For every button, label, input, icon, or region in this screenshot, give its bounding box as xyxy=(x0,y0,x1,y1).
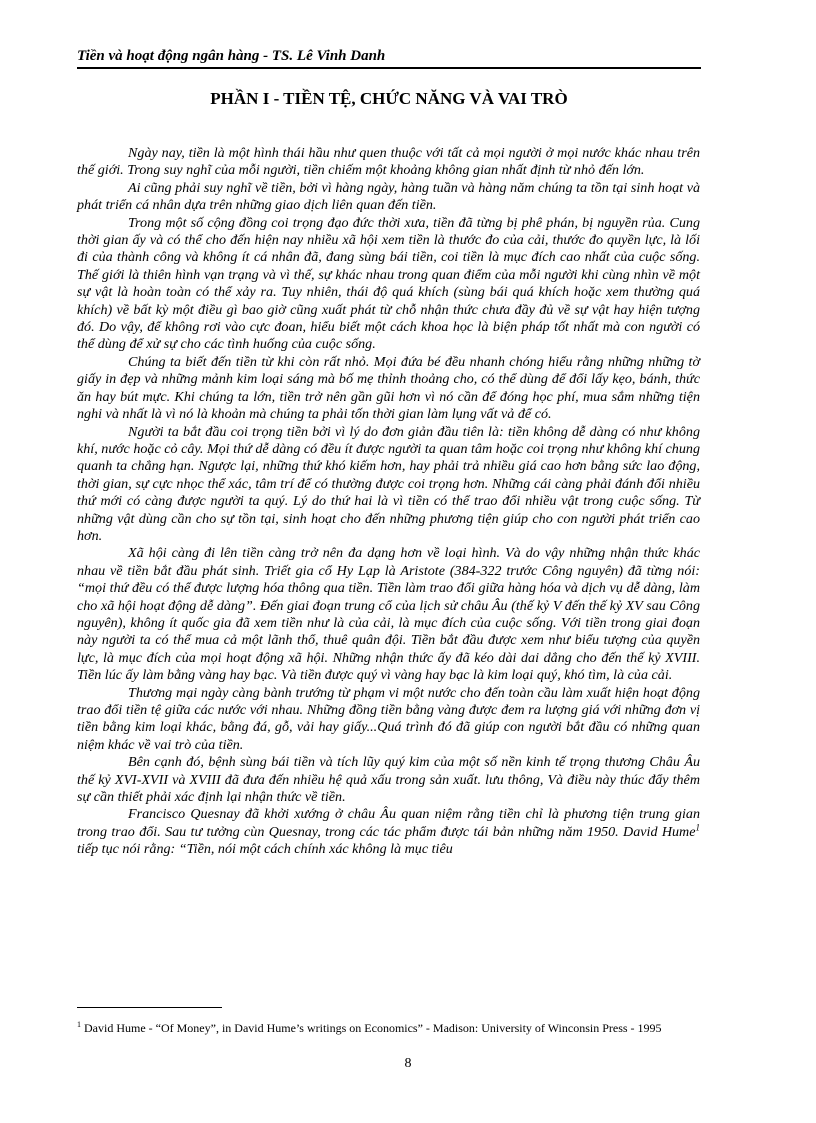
paragraph-last-head: Francisco Quesnay đã khởi xướng ở châu Âu quan niệm rằng tiền chỉ là phương tiện trung gian trong trao đổi. Sau tư tưởng cùn Quesnay, trong các tác phẩm được tái bản những năm 1950. David Hume xyxy=(77,806,700,840)
paragraph-last xyxy=(77,806,700,858)
paragraph: Thương mại ngày càng bành trướng từ phạm vi một nước cho đến toàn cầu làm xuất hiện hoạt động trao đổi tiền tệ giữa các nước với nhau. Những đồng tiền bằng vàng được đem ra lượng giá với những đơn vị tiền bằng kim loại khác, bằng đá, gỗ, vải hay giấy...Quá trình đó đã giúp con người bắt đầu có những quan niệm khác về vai trò của tiền. xyxy=(77,684,700,753)
paragraph-last-tail: tiếp tục nói rằng: “Tiền, nói một cách chính xác không là mục tiêu xyxy=(77,841,453,858)
running-header: Tiền và hoạt động ngân hàng - TS. Lê Vinh Danh xyxy=(77,48,386,64)
footnote-text: David Hume - “Of Money”, in David Hume’s writings on Economics” - Madison: University of Winconsin Press - 1995 xyxy=(81,1021,662,1035)
paragraph: Ai cũng phải suy nghĩ về tiền, bởi vì hàng ngày, hàng tuần và hàng năm chúng ta tồn tại sinh hoạt và phát triển cá nhân dựa trên những giao dịch liên quan đến tiền. xyxy=(77,179,700,214)
header-rule xyxy=(77,67,701,69)
footnote-marker: 1 xyxy=(77,1020,81,1029)
paragraph: Trong một số cộng đồng coi trọng đạo đức thời xưa, tiền đã từng bị phê phán, bị nguyền rủa. Cung thời gian ấy và có thể cho đến hiện nay nhiều xã hội xem tiền là thước đo của cải, thước đo quyền lực, là lối đi của thành công và không ít cá nhân đã, đang sùng bái tiền, coi tiền là mục đích cao nhất của cuộc sống. Thế giới là thiên hình vạn trạng và vì thế, sự khác nhau trong quan điểm của mỗi người khi cùng nhìn về một sự vật là hoàn toàn có thể xảy ra. Tuy nhiên, thái độ quá khích (sùng bái quá khích hoặc xem thường quá khích) về bất kỳ một điều gì bao giờ cũng xuất phát từ chỗ nhận thức chưa đầy đủ về sự vật hay hiện tượng đó. Do vậy, để không rơi vào cực đoan, hiểu biết một cách khoa học là biện pháp tốt nhất mà con người có thể dùng để xử sự cho các tình huống của cuộc sống. xyxy=(77,214,700,353)
paragraph: Xã hội càng đi lên tiền càng trở nên đa dạng hơn về loại hình. Và do vậy những nhận thức khác nhau về tiền bắt đầu phát sinh. Triết gia cổ Hy Lạp là Aristote (384-322 trước Công nguyên) đã từng nói: “mọi thứ đều có thể được lượng hóa thông qua tiền. Tiền làm trao đổi giữa hàng hóa và dịch vụ dễ dàng, làm cho xã hội hoạt động dễ dàng”. Đến giai đoạn trung cổ của lịch sử châu Âu (thế kỷ V đến thế kỷ XV sau Công nguyên), không ít quốc gia đã xem tiền như là của cải, là mục đích của cuộc sống. Với tiền trong giai đoạn này người ta có thể mua cả một lãnh thổ, thuê quân đội. Tiền bắt đầu được xem như biểu tượng của quyền lực, là mục đích của mọi hoạt động xã hội. Những nhận thức ấy đã kéo dài dai dẳng cho đến thế kỷ XVIII. Tiền lúc ấy làm bằng vàng hay bạc. Và tiền được quý vì vàng hay bạc là kim loại quý, khó tìm, là của cải. xyxy=(77,545,700,684)
paragraph: Chúng ta biết đến tiền từ khi còn rất nhỏ. Mọi đứa bé đều nhanh chóng hiểu rằng những những tờ giấy in đẹp và những mảnh kim loại sáng mà bố mẹ thỉnh thoảng cho, có thể dùng để đổi lấy kẹo, bánh, thức ăn hay bút mực. Khi chúng ta lớn, tiền trở nên gần gũi hơn vì nó cần để đóng học phí, mua sắm những tiện nghi và nhất là vì nó là khoản mà chúng ta phải tốn thời gian làm lụng vất vả để có. xyxy=(77,353,700,423)
footnote-reference[interactable]: 1 xyxy=(695,822,700,833)
paragraph: Ngày nay, tiền là một hình thái hầu như quen thuộc với tất cả mọi người ở mọi nước khác nhau trên thế giới. Trong suy nghĩ của mỗi người, tiền chiếm một khoảng không gian nhất định từ nhỏ đến lớn. xyxy=(77,145,700,179)
footnote xyxy=(77,1017,700,1037)
body-text xyxy=(77,145,700,859)
paragraph: Người ta bắt đầu coi trọng tiền bởi vì lý do đơn giản đầu tiên là: tiền không dễ dàng có như không khí, nước hoặc cỏ cây. Mọi thứ dễ dàng có đều ít được người ta quan tâm hoặc coi trọng như không khí chung quanh ta chẳng hạn. Ngược lại, những thứ khó kiếm hơn, hay phải trả nhiều giá cao hơn bằng sức lao động, thời gian, sự cực nhọc thể xác, tâm trí để có thường được coi trọng hơn. Những cái càng phải đánh đổi nhiều thứ mới có càng được người ta quý. Lý do thứ hai là vì tiền có thể trao đổi nhiều vật trong cuộc sống. Từ những vật dùng cần cho sự tồn tại, sinh hoạt cho đến những phương tiện giúp cho con người phát triển cao hơn. xyxy=(77,423,700,544)
footnote-rule xyxy=(77,1007,222,1008)
page-title: PHẦN I - TIỀN TỆ, CHỨC NĂNG VÀ VAI TRÒ xyxy=(210,89,568,108)
paragraph: Bên cạnh đó, bệnh sùng bái tiền và tích lũy quý kim của một số nền kinh tế trọng thương Châu Âu thế kỷ XVI-XVII và XVIII đã đưa đến nhiều hệ quả xấu trong sản xuất. lưu thông, Và điều này thúc đẩy thêm sự cần thiết phải xác định lại nhận thức về tiền. xyxy=(77,754,700,806)
page-number: 8 xyxy=(404,1056,412,1071)
